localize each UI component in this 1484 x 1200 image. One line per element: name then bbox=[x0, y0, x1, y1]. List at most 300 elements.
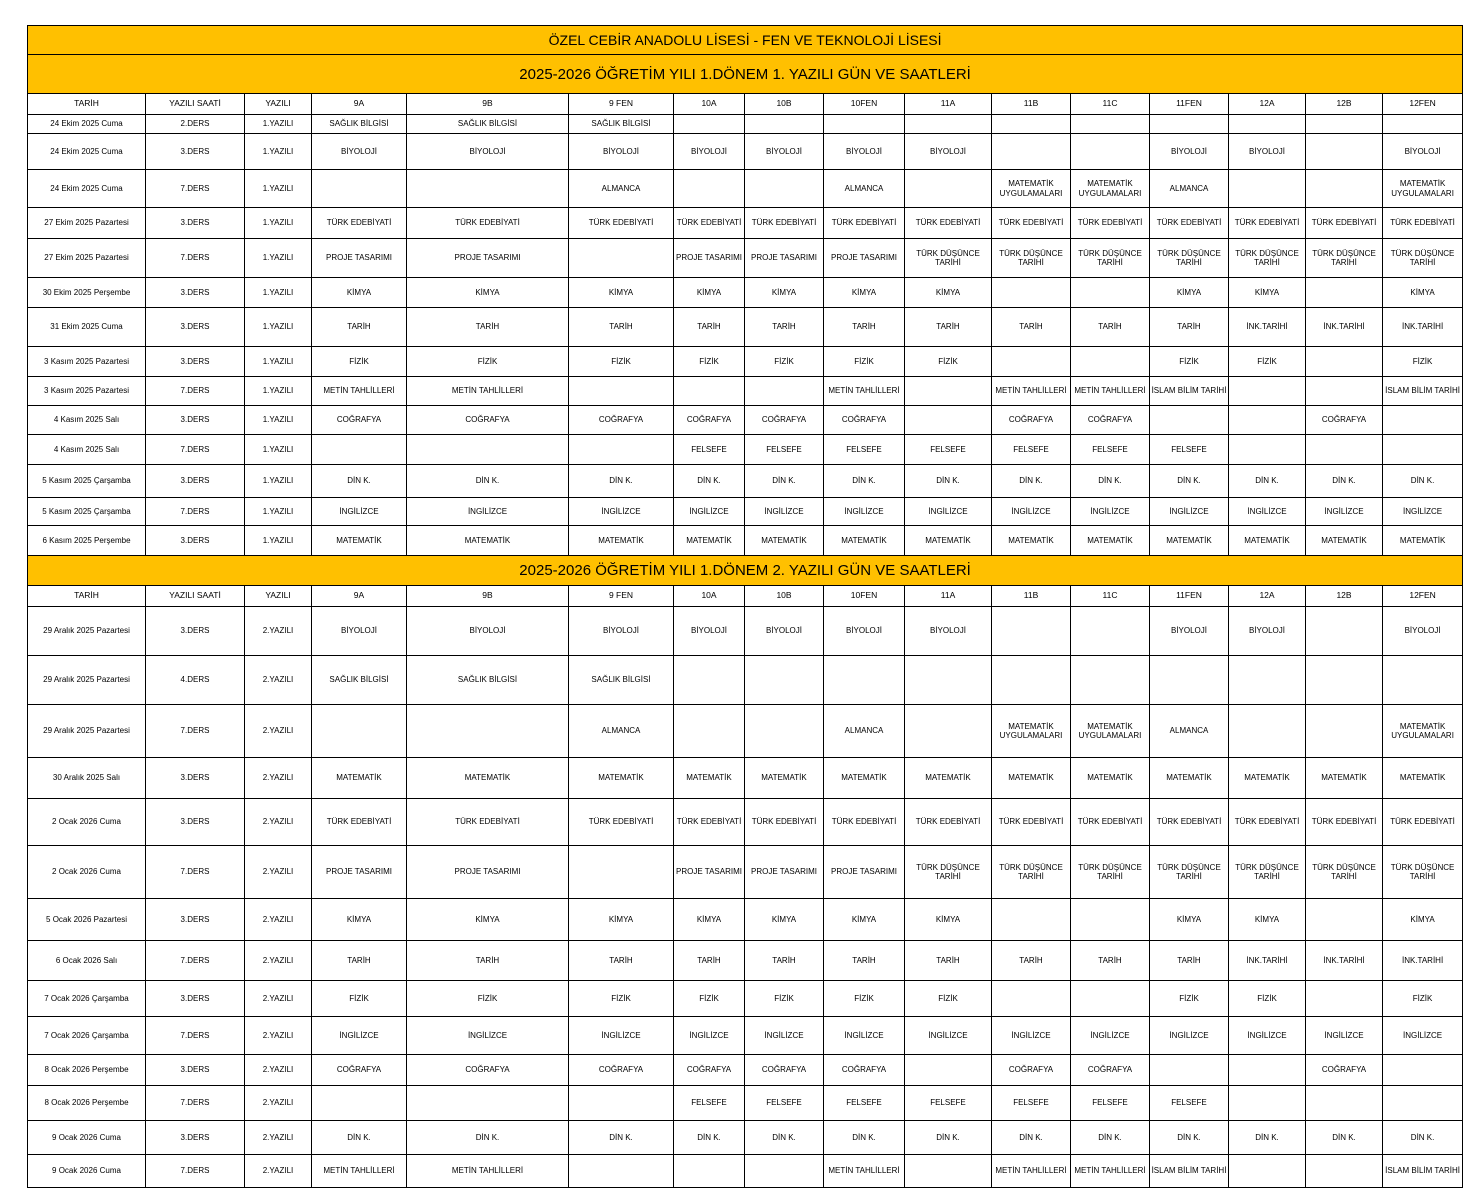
subject-cell: İNGİLİZCE bbox=[824, 498, 905, 526]
subject-cell bbox=[1306, 347, 1383, 377]
subject-cell: COĞRAFYA bbox=[312, 1055, 407, 1086]
subject-cell bbox=[905, 170, 992, 208]
subject-cell: METİN TAHLİLLERİ bbox=[824, 1155, 905, 1188]
column-header: 10B bbox=[745, 586, 824, 607]
subject-cell bbox=[1229, 435, 1306, 465]
subject-cell: MATEMATİK bbox=[1071, 758, 1150, 799]
subject-cell: İNGİLİZCE bbox=[1383, 498, 1463, 526]
table-row bbox=[28, 377, 1463, 406]
subject-cell: MATEMATİK bbox=[1306, 758, 1383, 799]
subject-cell bbox=[1229, 705, 1306, 758]
subject-cell bbox=[1150, 1055, 1229, 1086]
subject-cell: İNGİLİZCE bbox=[992, 1017, 1071, 1055]
subject-cell: TARİH bbox=[407, 308, 569, 347]
subject-cell: COĞRAFYA bbox=[824, 406, 905, 435]
subject-cell bbox=[1229, 115, 1306, 134]
subject-cell: İSLAM BİLİM TARİHİ bbox=[1383, 1155, 1463, 1188]
exam-cell: 2.YAZILI bbox=[245, 846, 312, 899]
column-header: 9A bbox=[312, 586, 407, 607]
subject-cell: FELSEFE bbox=[905, 435, 992, 465]
subject-cell bbox=[745, 656, 824, 705]
column-header: 11A bbox=[905, 94, 992, 115]
date-cell: 2 Ocak 2026 Cuma bbox=[28, 799, 146, 846]
subject-cell bbox=[569, 846, 674, 899]
subject-cell: SAĞLIK BİLGİSİ bbox=[312, 656, 407, 705]
subject-cell: COĞRAFYA bbox=[992, 406, 1071, 435]
subject-cell: TÜRK EDEBİYATİ bbox=[407, 799, 569, 846]
table-row bbox=[28, 170, 1463, 208]
subject-cell: COĞRAFYA bbox=[1071, 1055, 1150, 1086]
subject-cell: COĞRAFYA bbox=[407, 1055, 569, 1086]
subject-cell: DİN K. bbox=[1306, 465, 1383, 498]
exam-cell: 1.YAZILI bbox=[245, 435, 312, 465]
subject-cell: TÜRK EDEBİYATİ bbox=[824, 799, 905, 846]
subject-cell: SAĞLIK BİLGİSİ bbox=[312, 115, 407, 134]
period-cell: 7.DERS bbox=[146, 239, 245, 278]
subject-cell: METİN TAHLİLLERİ bbox=[824, 377, 905, 406]
exam-cell: 1.YAZILI bbox=[245, 134, 312, 170]
date-cell: 3 Kasım 2025 Pazartesi bbox=[28, 377, 146, 406]
subject-cell: FELSEFE bbox=[674, 435, 745, 465]
subject-cell: COĞRAFYA bbox=[407, 406, 569, 435]
subject-cell: TÜRK EDEBİYATİ bbox=[1150, 208, 1229, 239]
date-cell: 9 Ocak 2026 Cuma bbox=[28, 1121, 146, 1155]
subject-cell: İNGİLİZCE bbox=[1229, 498, 1306, 526]
subject-cell: DİN K. bbox=[905, 1121, 992, 1155]
period-cell: 3.DERS bbox=[146, 465, 245, 498]
subject-cell: İNK.TARİHİ bbox=[1229, 941, 1306, 981]
subject-cell: MATEMATİK bbox=[1383, 758, 1463, 799]
subject-cell bbox=[1306, 170, 1383, 208]
subject-cell bbox=[824, 115, 905, 134]
subject-cell bbox=[824, 656, 905, 705]
table-row bbox=[28, 1086, 1463, 1121]
exam-cell: 2.YAZILI bbox=[245, 758, 312, 799]
period-cell: 3.DERS bbox=[146, 1055, 245, 1086]
subject-cell bbox=[674, 377, 745, 406]
subject-cell: MATEMATİK bbox=[407, 526, 569, 556]
exam-cell: 1.YAZILI bbox=[245, 347, 312, 377]
subject-cell: METİN TAHLİLLERİ bbox=[992, 1155, 1071, 1188]
period-cell: 7.DERS bbox=[146, 377, 245, 406]
exam-cell: 1.YAZILI bbox=[245, 239, 312, 278]
subject-cell bbox=[1229, 1155, 1306, 1188]
subject-cell bbox=[1229, 1055, 1306, 1086]
subject-cell: İNK.TARİHİ bbox=[1383, 941, 1463, 981]
subject-cell: MATEMATİK bbox=[674, 526, 745, 556]
exam-cell: 2.YAZILI bbox=[245, 981, 312, 1017]
subject-cell bbox=[992, 134, 1071, 170]
exam-cell: 2.YAZILI bbox=[245, 799, 312, 846]
column-header: 10FEN bbox=[824, 94, 905, 115]
column-header: 10A bbox=[674, 94, 745, 115]
subject-cell bbox=[992, 347, 1071, 377]
column-header: 11FEN bbox=[1150, 586, 1229, 607]
subject-cell: DİN K. bbox=[569, 465, 674, 498]
exam-cell: 1.YAZILI bbox=[245, 170, 312, 208]
subject-cell: MATEMATİK bbox=[312, 526, 407, 556]
subject-cell: TÜRK EDEBİYATİ bbox=[992, 208, 1071, 239]
period-cell: 7.DERS bbox=[146, 170, 245, 208]
subject-cell: İNGİLİZCE bbox=[1229, 1017, 1306, 1055]
subject-cell: MATEMATİK bbox=[1229, 526, 1306, 556]
subject-cell: KİMYA bbox=[569, 899, 674, 941]
subject-cell bbox=[1306, 115, 1383, 134]
subject-cell: TARİH bbox=[674, 308, 745, 347]
date-cell: 24 Ekim 2025 Cuma bbox=[28, 134, 146, 170]
subject-cell: DİN K. bbox=[674, 465, 745, 498]
subject-cell: KİMYA bbox=[407, 278, 569, 308]
subject-cell: KİMYA bbox=[745, 278, 824, 308]
subject-cell: MATEMATİK UYGULAMALARI bbox=[1071, 170, 1150, 208]
subject-cell bbox=[312, 705, 407, 758]
column-header: 9B bbox=[407, 586, 569, 607]
subject-cell: TARİH bbox=[674, 941, 745, 981]
subject-cell: İNGİLİZCE bbox=[745, 498, 824, 526]
subject-cell: TÜRK EDEBİYATİ bbox=[1383, 208, 1463, 239]
subject-cell: BİYOLOJİ bbox=[569, 134, 674, 170]
subject-cell: TARİH bbox=[569, 941, 674, 981]
period-cell: 7.DERS bbox=[146, 1155, 245, 1188]
subject-cell: TARİH bbox=[569, 308, 674, 347]
date-cell: 7 Ocak 2026 Çarşamba bbox=[28, 981, 146, 1017]
subject-cell: MATEMATİK UYGULAMALARI bbox=[1071, 705, 1150, 758]
subject-cell: MATEMATİK UYGULAMALARI bbox=[1383, 170, 1463, 208]
subject-cell: FELSEFE bbox=[824, 1086, 905, 1121]
subject-cell bbox=[1306, 1155, 1383, 1188]
date-cell: 24 Ekim 2025 Cuma bbox=[28, 115, 146, 134]
subject-cell: KİMYA bbox=[745, 899, 824, 941]
exam-cell: 1.YAZILI bbox=[245, 498, 312, 526]
period-cell: 3.DERS bbox=[146, 308, 245, 347]
subject-cell: FELSEFE bbox=[905, 1086, 992, 1121]
subject-cell: PROJE TASARIMI bbox=[407, 239, 569, 278]
subject-cell: COĞRAFYA bbox=[674, 406, 745, 435]
subject-cell: FİZİK bbox=[569, 981, 674, 1017]
period-cell: 7.DERS bbox=[146, 705, 245, 758]
table-row bbox=[28, 846, 1463, 899]
subject-cell: MATEMATİK bbox=[905, 758, 992, 799]
subject-cell: KİMYA bbox=[905, 278, 992, 308]
subject-cell: TÜRK DÜŞÜNCE TARİHİ bbox=[1071, 239, 1150, 278]
subject-cell: FELSEFE bbox=[1150, 1086, 1229, 1121]
subject-cell: PROJE TASARIMI bbox=[407, 846, 569, 899]
subject-cell: COĞRAFYA bbox=[992, 1055, 1071, 1086]
subject-cell: MATEMATİK bbox=[992, 758, 1071, 799]
subject-cell: TÜRK EDEBİYATİ bbox=[745, 799, 824, 846]
subject-cell: İNGİLİZCE bbox=[1383, 1017, 1463, 1055]
column-header: 9 FEN bbox=[569, 94, 674, 115]
subject-cell: PROJE TASARIMI bbox=[674, 846, 745, 899]
subject-cell: İNGİLİZCE bbox=[407, 498, 569, 526]
subject-cell: METİN TAHLİLLERİ bbox=[1071, 377, 1150, 406]
subject-cell: SAĞLIK BİLGİSİ bbox=[569, 115, 674, 134]
subject-cell bbox=[905, 656, 992, 705]
subject-cell: TARİH bbox=[1071, 941, 1150, 981]
subject-cell bbox=[407, 705, 569, 758]
date-cell: 8 Ocak 2026 Perşembe bbox=[28, 1055, 146, 1086]
subject-cell: FİZİK bbox=[824, 981, 905, 1017]
subject-cell: TÜRK EDEBİYATİ bbox=[1306, 799, 1383, 846]
subject-cell: TARİH bbox=[312, 941, 407, 981]
subject-cell: FİZİK bbox=[1150, 347, 1229, 377]
subject-cell: MATEMATİK bbox=[1306, 526, 1383, 556]
subject-cell: TARİH bbox=[905, 941, 992, 981]
subject-cell: TÜRK EDEBİYATİ bbox=[1071, 799, 1150, 846]
subject-cell: KİMYA bbox=[674, 899, 745, 941]
subject-cell: FİZİK bbox=[407, 347, 569, 377]
subject-cell: TARİH bbox=[824, 941, 905, 981]
subject-cell bbox=[905, 1155, 992, 1188]
table-row bbox=[28, 208, 1463, 239]
period-cell: 3.DERS bbox=[146, 607, 245, 656]
column-header: 11C bbox=[1071, 586, 1150, 607]
subject-cell bbox=[992, 607, 1071, 656]
column-header: 9B bbox=[407, 94, 569, 115]
subject-cell: DİN K. bbox=[674, 1121, 745, 1155]
subject-cell: SAĞLIK BİLGİSİ bbox=[569, 656, 674, 705]
exam-cell: 1.YAZILI bbox=[245, 208, 312, 239]
table-row bbox=[28, 705, 1463, 758]
subject-cell: FİZİK bbox=[1229, 981, 1306, 1017]
subject-cell: TARİH bbox=[1071, 308, 1150, 347]
subject-cell bbox=[905, 115, 992, 134]
subject-cell: TARİH bbox=[905, 308, 992, 347]
subject-cell bbox=[674, 115, 745, 134]
subject-cell: İNGİLİZCE bbox=[569, 1017, 674, 1055]
subject-cell: TÜRK EDEBİYATİ bbox=[674, 799, 745, 846]
column-header: 12FEN bbox=[1383, 586, 1463, 607]
date-cell: 7 Ocak 2026 Çarşamba bbox=[28, 1017, 146, 1055]
subject-cell: İNGİLİZCE bbox=[824, 1017, 905, 1055]
subject-cell: FİZİK bbox=[1229, 347, 1306, 377]
subject-cell: PROJE TASARIMI bbox=[745, 846, 824, 899]
subject-cell: KİMYA bbox=[1229, 278, 1306, 308]
subject-cell: TÜRK DÜŞÜNCE TARİHİ bbox=[992, 846, 1071, 899]
period-cell: 3.DERS bbox=[146, 899, 245, 941]
subject-cell: TÜRK EDEBİYATİ bbox=[674, 208, 745, 239]
table-row bbox=[28, 1155, 1463, 1188]
date-cell: 2 Ocak 2026 Cuma bbox=[28, 846, 146, 899]
subject-cell bbox=[1306, 278, 1383, 308]
subject-cell: METİN TAHLİLLERİ bbox=[407, 377, 569, 406]
exam-cell: 2.YAZILI bbox=[245, 607, 312, 656]
subject-cell bbox=[905, 406, 992, 435]
period-cell: 3.DERS bbox=[146, 278, 245, 308]
subject-cell: BİYOLOJİ bbox=[1150, 134, 1229, 170]
date-cell: 4 Kasım 2025 Salı bbox=[28, 435, 146, 465]
subject-cell bbox=[312, 435, 407, 465]
period-cell: 7.DERS bbox=[146, 941, 245, 981]
subject-cell: MATEMATİK bbox=[992, 526, 1071, 556]
period-cell: 3.DERS bbox=[146, 208, 245, 239]
school-title: ÖZEL CEBİR ANADOLU LİSESİ - FEN VE TEKNOLOJİ LİSESİ bbox=[28, 26, 1463, 55]
subject-cell: METİN TAHLİLLERİ bbox=[312, 377, 407, 406]
subject-cell: İNGİLİZCE bbox=[312, 498, 407, 526]
subject-cell bbox=[1306, 899, 1383, 941]
subject-cell: İNK.TARİHİ bbox=[1306, 308, 1383, 347]
subject-cell bbox=[1306, 134, 1383, 170]
subject-cell: COĞRAFYA bbox=[674, 1055, 745, 1086]
subject-cell: ALMANCA bbox=[824, 705, 905, 758]
subject-cell: MATEMATİK bbox=[1150, 526, 1229, 556]
subject-cell bbox=[1306, 607, 1383, 656]
subject-cell: COĞRAFYA bbox=[745, 1055, 824, 1086]
subject-cell bbox=[1150, 656, 1229, 705]
subject-cell: ALMANCA bbox=[569, 170, 674, 208]
period-cell: 4.DERS bbox=[146, 656, 245, 705]
column-header: YAZILI bbox=[245, 586, 312, 607]
table-row bbox=[28, 656, 1463, 705]
subject-cell: DİN K. bbox=[1150, 1121, 1229, 1155]
subject-cell: BİYOLOJİ bbox=[312, 607, 407, 656]
subject-cell bbox=[407, 1086, 569, 1121]
subject-cell: FİZİK bbox=[1383, 347, 1463, 377]
period-cell: 3.DERS bbox=[146, 981, 245, 1017]
subject-cell: İNGİLİZCE bbox=[905, 498, 992, 526]
date-cell: 6 Ocak 2026 Salı bbox=[28, 941, 146, 981]
column-header: YAZILI bbox=[245, 94, 312, 115]
subject-cell: TÜRK DÜŞÜNCE TARİHİ bbox=[905, 239, 992, 278]
period-cell: 3.DERS bbox=[146, 1121, 245, 1155]
subject-cell: TARİH bbox=[824, 308, 905, 347]
subject-cell: DİN K. bbox=[1383, 465, 1463, 498]
subject-cell: TARİH bbox=[407, 941, 569, 981]
subject-cell: TÜRK EDEBİYATİ bbox=[312, 799, 407, 846]
subject-cell: FELSEFE bbox=[1071, 1086, 1150, 1121]
subject-cell bbox=[1306, 1086, 1383, 1121]
subject-cell: İNGİLİZCE bbox=[905, 1017, 992, 1055]
subject-cell: METİN TAHLİLLERİ bbox=[312, 1155, 407, 1188]
date-cell: 29 Aralık 2025 Pazartesi bbox=[28, 607, 146, 656]
subject-cell: MATEMATİK bbox=[407, 758, 569, 799]
subject-cell: BİYOLOJİ bbox=[674, 134, 745, 170]
subject-cell: DİN K. bbox=[312, 465, 407, 498]
subject-cell bbox=[1071, 134, 1150, 170]
subject-cell: İNGİLİZCE bbox=[1150, 498, 1229, 526]
subject-cell: MATEMATİK bbox=[745, 758, 824, 799]
subject-cell bbox=[1150, 115, 1229, 134]
subject-cell bbox=[992, 278, 1071, 308]
subject-cell bbox=[745, 115, 824, 134]
subject-cell: MATEMATİK bbox=[824, 526, 905, 556]
subject-cell: MATEMATİK bbox=[1071, 526, 1150, 556]
exam-cell: 2.YAZILI bbox=[245, 1017, 312, 1055]
table-row bbox=[28, 607, 1463, 656]
subject-cell: COĞRAFYA bbox=[1306, 406, 1383, 435]
table-row bbox=[28, 1121, 1463, 1155]
table-row bbox=[28, 347, 1463, 377]
subject-cell: TÜRK EDEBİYATİ bbox=[569, 208, 674, 239]
table-row bbox=[28, 1055, 1463, 1086]
subject-cell: FİZİK bbox=[569, 347, 674, 377]
exam-cell: 2.YAZILI bbox=[245, 656, 312, 705]
date-cell: 8 Ocak 2026 Perşembe bbox=[28, 1086, 146, 1121]
subject-cell: TÜRK EDEBİYATİ bbox=[1150, 799, 1229, 846]
subject-cell: FİZİK bbox=[407, 981, 569, 1017]
column-header: 10FEN bbox=[824, 586, 905, 607]
subject-cell: İNGİLİZCE bbox=[674, 498, 745, 526]
subject-cell: TÜRK EDEBİYATİ bbox=[905, 799, 992, 846]
subject-cell bbox=[1383, 406, 1463, 435]
subject-cell: TÜRK DÜŞÜNCE TARİHİ bbox=[905, 846, 992, 899]
column-header: YAZILI SAATİ bbox=[146, 94, 245, 115]
subject-cell: TÜRK EDEBİYATİ bbox=[569, 799, 674, 846]
subject-cell: TARİH bbox=[745, 941, 824, 981]
period-cell: 3.DERS bbox=[146, 758, 245, 799]
subject-cell bbox=[1306, 656, 1383, 705]
subject-cell: İNK.TARİHİ bbox=[1306, 941, 1383, 981]
subject-cell: MATEMATİK bbox=[905, 526, 992, 556]
subject-cell bbox=[992, 656, 1071, 705]
date-cell: 5 Ocak 2026 Pazartesi bbox=[28, 899, 146, 941]
subject-cell: KİMYA bbox=[824, 899, 905, 941]
subject-cell: PROJE TASARIMI bbox=[312, 846, 407, 899]
date-cell: 5 Kasım 2025 Çarşamba bbox=[28, 498, 146, 526]
subject-cell: İNGİLİZCE bbox=[992, 498, 1071, 526]
subject-cell: TÜRK DÜŞÜNCE TARİHİ bbox=[1229, 239, 1306, 278]
subject-cell bbox=[1229, 656, 1306, 705]
subject-cell: TARİH bbox=[992, 941, 1071, 981]
subject-cell bbox=[569, 1155, 674, 1188]
subject-cell bbox=[1229, 1086, 1306, 1121]
exam-cell: 2.YAZILI bbox=[245, 705, 312, 758]
subject-cell: İNGİLİZCE bbox=[407, 1017, 569, 1055]
date-cell: 3 Kasım 2025 Pazartesi bbox=[28, 347, 146, 377]
subject-cell bbox=[1229, 406, 1306, 435]
date-cell: 4 Kasım 2025 Salı bbox=[28, 406, 146, 435]
subject-cell bbox=[312, 170, 407, 208]
subject-cell: TÜRK DÜŞÜNCE TARİHİ bbox=[1306, 846, 1383, 899]
table-row bbox=[28, 1017, 1463, 1055]
column-header: 11C bbox=[1071, 94, 1150, 115]
subject-cell: DİN K. bbox=[1383, 1121, 1463, 1155]
exam-schedule bbox=[27, 25, 1462, 1188]
column-header: TARİH bbox=[28, 94, 146, 115]
subject-cell bbox=[745, 1155, 824, 1188]
subject-cell: PROJE TASARIMI bbox=[312, 239, 407, 278]
subject-cell: FİZİK bbox=[745, 347, 824, 377]
table-row bbox=[28, 465, 1463, 498]
subject-cell: DİN K. bbox=[1071, 465, 1150, 498]
subject-cell bbox=[1071, 278, 1150, 308]
period-cell: 7.DERS bbox=[146, 1086, 245, 1121]
subject-cell: İNGİLİZCE bbox=[1150, 1017, 1229, 1055]
subject-cell: DİN K. bbox=[1229, 1121, 1306, 1155]
date-cell: 5 Kasım 2025 Çarşamba bbox=[28, 465, 146, 498]
exam-cell: 1.YAZILI bbox=[245, 465, 312, 498]
period-cell: 7.DERS bbox=[146, 846, 245, 899]
subject-cell: BİYOLOJİ bbox=[824, 134, 905, 170]
subject-cell: İNGİLİZCE bbox=[1071, 498, 1150, 526]
subject-cell: TÜRK DÜŞÜNCE TARİHİ bbox=[1229, 846, 1306, 899]
subject-cell bbox=[745, 705, 824, 758]
subject-cell: COĞRAFYA bbox=[569, 406, 674, 435]
subject-cell bbox=[1071, 115, 1150, 134]
subject-cell: PROJE TASARIMI bbox=[674, 239, 745, 278]
subject-cell: DİN K. bbox=[407, 1121, 569, 1155]
subject-cell: TÜRK EDEBİYATİ bbox=[905, 208, 992, 239]
subject-cell: METİN TAHLİLLERİ bbox=[407, 1155, 569, 1188]
schedule-table bbox=[27, 25, 1463, 1188]
table-row bbox=[28, 115, 1463, 134]
column-header: 11A bbox=[905, 586, 992, 607]
table-row bbox=[28, 799, 1463, 846]
subject-cell: FELSEFE bbox=[674, 1086, 745, 1121]
subject-cell bbox=[992, 981, 1071, 1017]
subject-cell: TÜRK DÜŞÜNCE TARİHİ bbox=[1383, 846, 1463, 899]
subject-cell bbox=[569, 435, 674, 465]
